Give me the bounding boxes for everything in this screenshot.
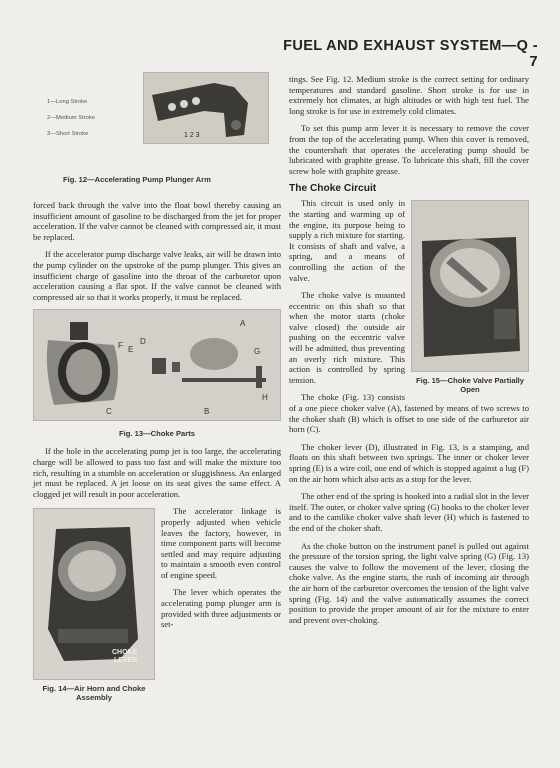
figure-13-label-h: H <box>262 393 268 403</box>
legend-long-stroke: 1—Long Stroke <box>47 99 88 105</box>
figure-13-caption: Fig. 13—Choke Parts <box>119 429 195 439</box>
paragraph: If the accelerator pump discharge valve leaks, air will be drawn into the pump cylinder on the upstroke of the pump plunger. This gives an insufficient charge of gasoline into the throat of the carburetor upon acceleration causing a flat spot. If the valve cannot be cleaned with compressed air so that it works properly, it must be replaced. <box>33 249 281 302</box>
figure-12 <box>33 72 281 194</box>
paragraph: The choke valve is mounted eccentric on this shaft so that when the motor starts (choke valve closed) the outside air pushing on the eccentric valve will be admitted, thus preventing an overly rich mixture. This action is controlled by spring tension. <box>289 290 405 385</box>
paragraph: The choker lever (D), illustrated in Fig. 13, is a stamping, and floats on this shaft between two springs. The inner or choker lever spring (E) is a wire coil, one end of which is stopped against a lug (F) on the air horn which also acts as a stop for the lever. <box>289 441 529 484</box>
pump-plunger-arm-illustration <box>144 73 268 143</box>
figure-15-photo <box>411 200 529 372</box>
figure-13 <box>33 309 281 438</box>
choke-valve-illustration <box>412 201 528 371</box>
legend-short-stroke: 3—Short Stroke <box>47 131 89 137</box>
figure-13-label-e: E <box>128 345 134 355</box>
paragraph: tings. See Fig. 12. Medium stroke is the correct setting for ordinary temperatures and standard gasoline. Short stroke is for use in extremely hot climates, at high altitudes or with high test fuel. The long stroke is for use in extremely cold climates. <box>289 74 529 116</box>
figure-14 <box>33 508 155 702</box>
figure-13-photo <box>33 309 281 421</box>
section-heading: The Choke Circuit <box>289 183 377 195</box>
figure-14-label-choke: CHOKE <box>112 649 138 657</box>
paragraph: This circuit is used only in the starting and warming up of the engine, its purpose being to supply a rich mixture for starting. It consists of shaft and valve, a spring, and a means of controlling the action of the valve. <box>289 198 405 283</box>
figure-13-label-d: D <box>140 337 146 347</box>
paragraph: The lever which operates the accelerating pump plunger arm is provided with three adjustments or set- <box>161 587 281 630</box>
page-title: FUEL AND EXHAUST SYSTEM—Q - 7 <box>283 38 538 70</box>
paragraph: forced back through the valve into the float bowl thereby causing an insufficient amount of gasoline to be discharged from the jet for proper acceleration. If the valve cannot be cleaned with compressed air, it must be replaced. <box>33 200 281 242</box>
left-column <box>33 72 281 702</box>
figure-13-label-c: C <box>106 407 112 417</box>
legend-medium-stroke: 2—Medium Stroke <box>47 115 96 121</box>
paragraph: The other end of the spring is hooked into a radial slot in the lever itself. The outer, or choker valve spring (G) hooks to the choker lever and to the camlike choker valve shaft lever (H) which is fastened to the end of the choker shaft. <box>289 491 529 533</box>
figure-14-photo <box>33 508 155 680</box>
air-horn-choke-illustration <box>34 509 154 679</box>
figure-12-stroke-numbers: 1 2 3 <box>184 132 200 139</box>
figure-14-label-lever: LEVER <box>114 657 138 665</box>
paragraph: To set this pump arm lever it is necessary to remove the cover from the top of the accelerating pump. When this cover is removed, the countershaft that operates the accelerating pump should be lubricated with graphite grease. To lubricate this shaft, fill the cover screw hole with graphite grease. <box>289 123 529 176</box>
paragraph: The accelerator linkage is properly adjusted when vehicle leaves the factory, however, in time component parts will become settled and may require adjusting to maintain a smooth even control of engine speed. <box>161 506 281 580</box>
figure-13-label-b: B <box>204 407 210 417</box>
figure-14-caption: Fig. 14—Air Horn and Choke Assembly <box>42 684 146 703</box>
paragraph: As the choke button on the instrument panel is pulled out against the pressure of the torsion spring, the light valve spring (G) (Fig. 13) causes the valve to follow the movement of the lever, closing the choke valve. As the engine starts, the rush of incoming air through the air horn of the carburetor overcomes the tension of the light valve spring (Fig. 14) and the valve automatically assumes the correct position to provide the proper amount of air for the mixture to enter and prevent over-choking. <box>289 540 529 625</box>
choke-parts-illustration <box>34 310 280 420</box>
figure-13-label-f: F <box>118 341 123 351</box>
figure-12-caption: Fig. 12—Accelerating Pump Plunger Arm <box>63 175 211 184</box>
figure-12-legend <box>47 94 147 142</box>
figure-13-label-a: A <box>240 319 246 329</box>
figure-15 <box>411 200 529 394</box>
paragraph: If the hole in the accelerating pump jet is too large, the accelerating charge will be allowed to pass too fast and will make the mixture too rich, resulting in a stumble on acceleration or sluggishness. An enlarged jet must be replaced. A jet loose on its seat gives the same effect. A clogged jet will result in poor acceleration. <box>33 446 281 499</box>
figure-13-label-g: G <box>254 347 261 357</box>
paragraph: The choke (Fig. 13) consists of a one piece choker valve (A), fastened by means of two screws to the choker shaft (B) which is offset to one side of the carburetor air horn (C). <box>289 392 529 435</box>
figure-12-photo <box>143 72 269 144</box>
figure-15-caption: Fig. 15—Choke Valve Partially Open <box>415 376 525 395</box>
right-column <box>289 74 529 632</box>
